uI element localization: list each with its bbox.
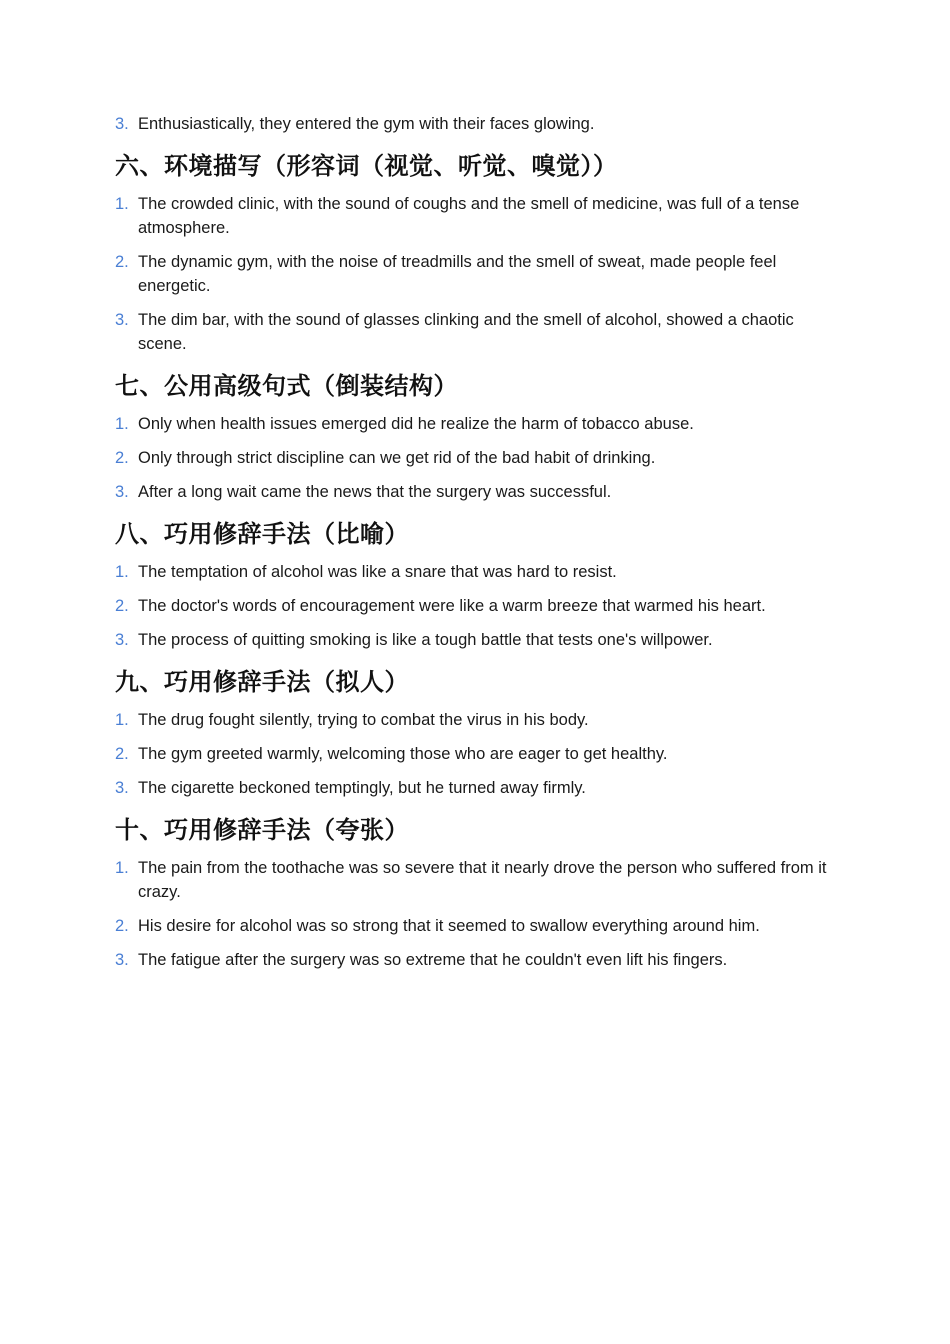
list-text: The drug fought silently, trying to combat the virus in his body. bbox=[138, 711, 589, 729]
list-number: 2. bbox=[115, 449, 129, 467]
list-item bbox=[115, 856, 827, 904]
list-text: The fatigue after the surgery was so extreme that he couldn't even lift his fingers. bbox=[138, 951, 728, 969]
section-list bbox=[115, 708, 827, 800]
list-text: Only through strict discipline can we get rid of the bad habit of drinking. bbox=[138, 449, 656, 467]
list-item bbox=[115, 560, 827, 584]
section-personification bbox=[115, 666, 827, 800]
list-item bbox=[115, 250, 827, 298]
list-number: 2. bbox=[115, 745, 129, 763]
list-item bbox=[115, 914, 827, 938]
list-text: The doctor's words of encouragement were like a warm breeze that warmed his heart. bbox=[138, 597, 766, 615]
section-heading: 九、巧用修辞手法（拟人） bbox=[115, 668, 409, 696]
list-text: The dim bar, with the sound of glasses clinking and the smell of alcohol, showed a chaotic scene. bbox=[138, 311, 794, 353]
list-item bbox=[115, 594, 827, 618]
list-text: The gym greeted warmly, welcoming those who are eager to get healthy. bbox=[138, 745, 668, 763]
section-metaphor bbox=[115, 518, 827, 652]
list-text: The cigarette beckoned temptingly, but he turned away firmly. bbox=[138, 779, 586, 797]
list-number: 2. bbox=[115, 917, 129, 935]
list-text: His desire for alcohol was so strong that it seemed to swallow everything around him. bbox=[138, 917, 760, 935]
section-list bbox=[115, 560, 827, 652]
list-number: 2. bbox=[115, 597, 129, 615]
list-number: 3. bbox=[115, 631, 129, 649]
list-text: The crowded clinic, with the sound of coughs and the smell of medicine, was full of a tense atmosphere. bbox=[138, 195, 800, 237]
list-item bbox=[115, 446, 827, 470]
list-text: After a long wait came the news that the surgery was successful. bbox=[138, 483, 612, 501]
list-number: 1. bbox=[115, 195, 129, 213]
list-number: 2. bbox=[115, 253, 129, 271]
list-text: The pain from the toothache was so severe that it nearly drove the person who suffered from it crazy. bbox=[138, 859, 827, 901]
list-text: Enthusiastically, they entered the gym with their faces glowing. bbox=[138, 115, 595, 133]
list-item bbox=[115, 948, 827, 972]
list-number: 3. bbox=[115, 483, 129, 501]
list-number: 3. bbox=[115, 311, 129, 329]
list-number: 1. bbox=[115, 711, 129, 729]
intro-list bbox=[115, 112, 827, 136]
list-item bbox=[115, 628, 827, 652]
list-number: 3. bbox=[115, 779, 129, 797]
section-hyperbole bbox=[115, 814, 827, 972]
list-text: The dynamic gym, with the noise of treadmills and the smell of sweat, made people feel energetic. bbox=[138, 253, 777, 295]
list-item bbox=[115, 708, 827, 732]
list-item bbox=[115, 742, 827, 766]
list-number: 3. bbox=[115, 951, 129, 969]
document-page bbox=[115, 112, 827, 982]
section-list bbox=[115, 412, 827, 504]
section-heading: 十、巧用修辞手法（夸张） bbox=[115, 816, 409, 844]
list-item bbox=[115, 308, 827, 356]
list-item bbox=[115, 192, 827, 240]
section-heading: 六、环境描写（形容词（视觉、听觉、嗅觉）） bbox=[115, 152, 618, 180]
list-item bbox=[115, 480, 827, 504]
section-heading: 八、巧用修辞手法（比喻） bbox=[115, 520, 409, 548]
section-inversion-structure bbox=[115, 370, 827, 504]
list-item bbox=[115, 776, 827, 800]
list-number: 1. bbox=[115, 563, 129, 581]
list-text: The process of quitting smoking is like a tough battle that tests one's willpower. bbox=[138, 631, 713, 649]
list-number: 1. bbox=[115, 415, 129, 433]
section-heading: 七、公用高级句式（倒装结构） bbox=[115, 372, 458, 400]
list-text: Only when health issues emerged did he realize the harm of tobacco abuse. bbox=[138, 415, 694, 433]
list-item bbox=[115, 412, 827, 436]
list-text: The temptation of alcohol was like a snare that was hard to resist. bbox=[138, 563, 617, 581]
list-number: 3. bbox=[115, 115, 129, 133]
section-list bbox=[115, 192, 827, 356]
section-list bbox=[115, 856, 827, 972]
section-environment-description bbox=[115, 150, 827, 356]
list-item bbox=[115, 112, 827, 136]
list-number: 1. bbox=[115, 859, 129, 877]
